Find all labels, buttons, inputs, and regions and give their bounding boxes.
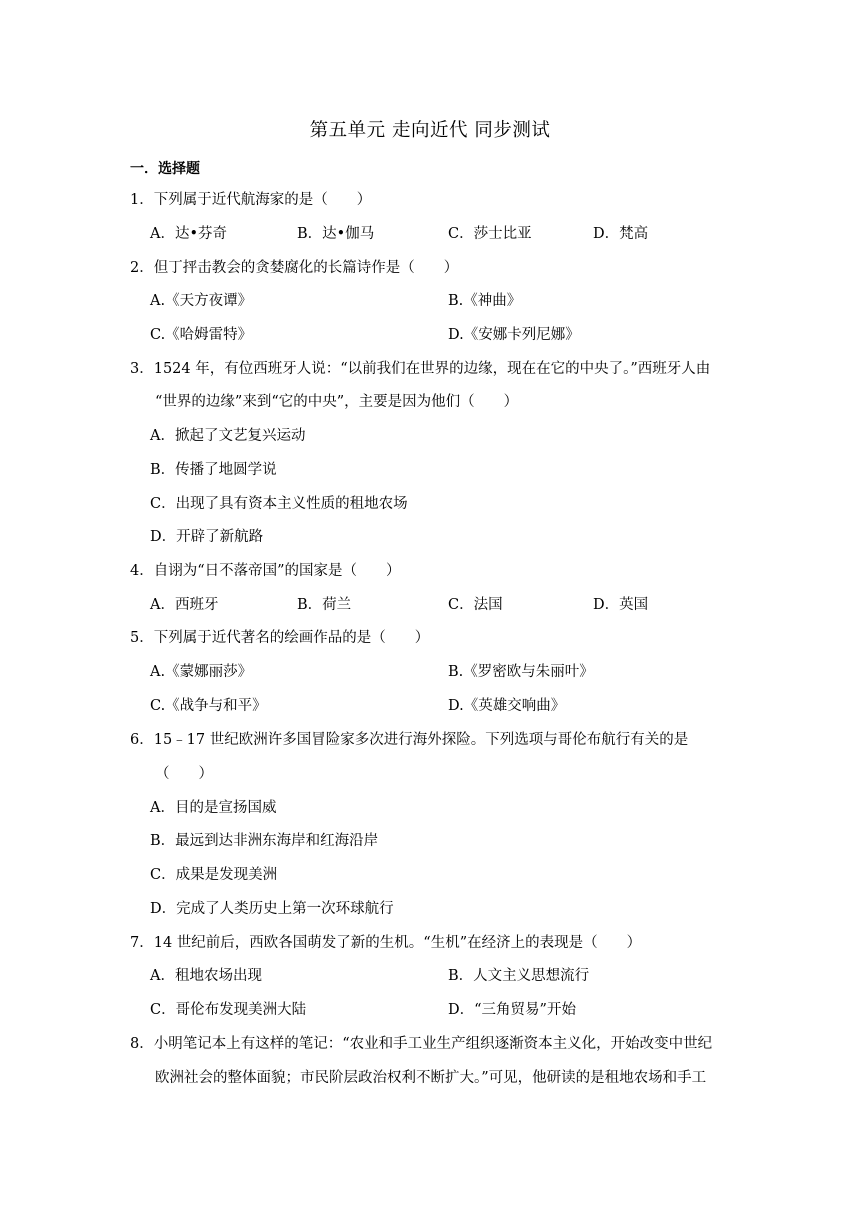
question-5-option-c: C.《战争与和平》	[150, 698, 267, 714]
question-2-stem: 2．但丁抨击教会的贪婪腐化的长篇诗作是（ ）	[130, 260, 459, 276]
question-6-option-d: D．完成了人类历史上第一次环球航行	[150, 901, 394, 917]
question-8-stem-line-2: 欧洲社会的整体面貌；市民阶层政治权利不断扩大。”可见，他研读的是租地农场和手工	[155, 1070, 707, 1086]
question-2-option-c: C.《哈姆雷特》	[150, 327, 253, 343]
question-7-option-d: D．“三角贸易”开始	[448, 1002, 576, 1018]
question-1-option-b: B．达•伽马	[297, 226, 375, 242]
question-6-option-c: C．成果是发现美洲	[150, 867, 278, 883]
question-3-option-c: C．出现了具有资本主义性质的租地农场	[150, 496, 408, 512]
question-2-option-a: A.《天方夜谭》	[150, 293, 253, 309]
question-4-option-d: D．英国	[593, 597, 649, 613]
question-7-option-c: C．哥伦布发现美洲大陆	[150, 1002, 307, 1018]
question-6-stem-line-2: （ ）	[155, 766, 213, 782]
question-8-stem-line-1: 8．小明笔记本上有这样的笔记：“农业和手工业生产组织逐渐资本主义化，开始改变中世纪	[130, 1036, 713, 1052]
section-heading: 一．选择题	[130, 161, 200, 177]
question-5-option-b: B.《罗密欧与朱丽叶》	[448, 664, 594, 680]
question-4-option-c: C．法国	[448, 597, 503, 613]
question-5-option-a: A.《蒙娜丽莎》	[150, 664, 253, 680]
question-4-option-b: B．荷兰	[297, 597, 352, 613]
question-3-option-a: A．掀起了文艺复兴运动	[150, 428, 306, 444]
question-3-option-d: D．开辟了新航路	[150, 529, 264, 545]
question-7-stem: 7．14 世纪前后，西欧各国萌发了新的生机。“生机”在经济上的表现是（ ）	[130, 935, 642, 951]
question-4-option-a: A．西班牙	[150, 597, 219, 613]
question-7-option-b: B．人文主义思想流行	[448, 968, 590, 984]
question-3-option-b: B．传播了地圆学说	[150, 462, 277, 478]
question-1-option-d: D．梵高	[593, 226, 649, 242]
question-4-stem: 4．自诩为“日不落帝国”的国家是（ ）	[130, 563, 401, 579]
question-7-option-a: A．租地农场出现	[150, 968, 262, 984]
question-6-option-b: B．最远到达非洲东海岸和红海沿岸	[150, 833, 379, 849]
question-1-option-a: A．达•芬奇	[150, 226, 228, 242]
document-title: 第五单元 走向近代 同步测试	[309, 120, 551, 141]
question-6-stem-line-1: 6．15﹣17 世纪欧洲许多国冒险家多次进行海外探险。下列选项与哥伦布航行有关的是	[130, 732, 689, 748]
question-1-option-c: C．莎士比亚	[448, 226, 532, 242]
question-3-stem-line-2: “世界的边缘”来到“它的中央”，主要是因为他们（ ）	[155, 394, 519, 410]
question-3-stem-line-1: 3．1524 年，有位西班牙人说：“以前我们在世界的边缘，现在在它的中央了。”西班牙人由	[130, 361, 711, 377]
question-5-stem: 5．下列属于近代著名的绘画作品的是（ ）	[130, 630, 430, 646]
question-2-option-d: D.《安娜卡列尼娜》	[448, 327, 580, 343]
question-1-stem: 1．下列属于近代航海家的是（ ）	[130, 192, 372, 208]
question-6-option-a: A．目的是宣扬国威	[150, 800, 277, 816]
question-2-option-b: B.《神曲》	[448, 293, 522, 309]
question-5-option-d: D.《英雄交响曲》	[448, 698, 566, 714]
